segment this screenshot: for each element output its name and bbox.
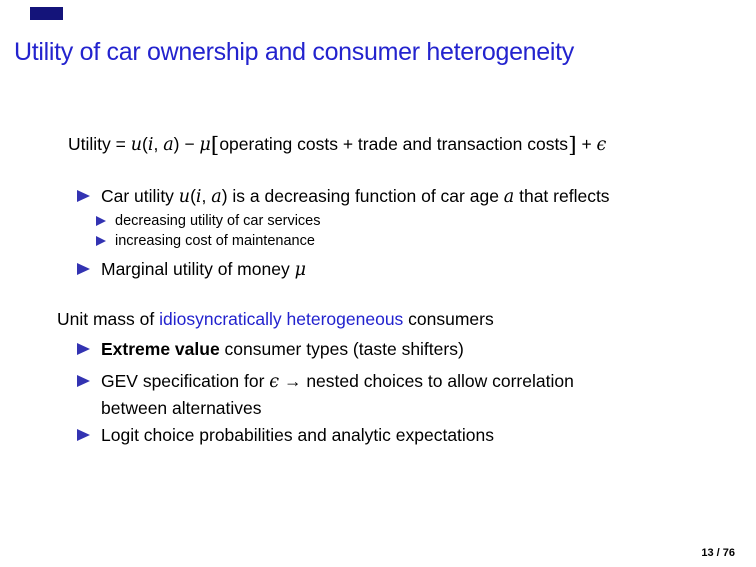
bullet-logit-probabilities — [77, 424, 494, 446]
bullet-text-line1: GEV specification for ϵ → nested choices to allow correlation — [101, 371, 574, 392]
bullet-text: Logit choice probabilities and analytic expectations — [101, 425, 495, 445]
subbullet-decreasing-utility — [96, 212, 321, 230]
triangle-bullet-icon — [77, 190, 90, 202]
subbullet-increasing-cost — [96, 232, 315, 250]
bullet-marginal-utility — [77, 258, 306, 281]
bullet-text-line2: between alternatives — [101, 398, 262, 418]
subbullet-text: increasing cost of maintenance — [115, 233, 315, 249]
bullet-text: Marginal utility of money μ — [101, 259, 306, 280]
triangle-bullet-icon — [96, 216, 106, 226]
bullet-extreme-value — [77, 338, 464, 360]
bullet-text: Extreme value consumer types (taste shifters) — [101, 339, 464, 359]
unit-mass-paragraph: Unit mass of idiosyncratically heterogeneous consumers — [57, 309, 494, 329]
corner-mark — [30, 7, 63, 20]
bullet-text — [101, 370, 574, 419]
triangle-bullet-icon — [96, 236, 106, 246]
bullet-text: Car utility u(i, a) is a decreasing function of car age a that reflects — [101, 186, 610, 207]
bullet-gev-specification — [77, 370, 574, 419]
utility-formula: Utility = u(i, a) − μ[operating costs + trade and transaction costs] + ϵ — [68, 133, 607, 159]
triangle-bullet-icon — [77, 375, 90, 387]
subbullet-text: decreasing utility of car services — [115, 213, 321, 229]
page-number: 13 / 76 — [701, 547, 735, 559]
bullet-car-utility — [77, 185, 610, 208]
triangle-bullet-icon — [77, 343, 90, 355]
slide-title: Utility of car ownership and consumer heterogeneity — [14, 38, 574, 66]
triangle-bullet-icon — [77, 263, 90, 275]
triangle-bullet-icon — [77, 429, 90, 441]
